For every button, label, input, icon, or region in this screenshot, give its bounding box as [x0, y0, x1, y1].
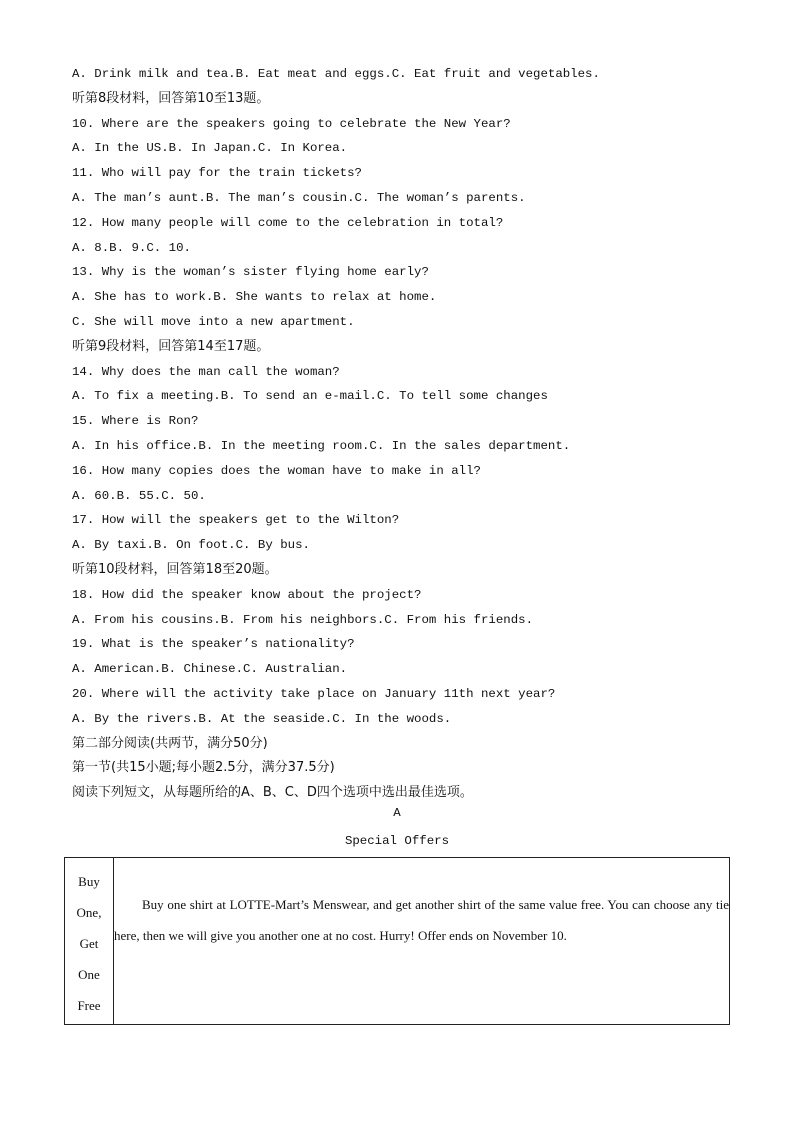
question-line: A. To fix a meeting.B. To send an e-mail.C. To tell some changes — [72, 389, 548, 404]
question-line: 15. Where is Ron? — [72, 414, 199, 429]
passage-title: Special Offers — [344, 834, 450, 848]
question-line: A. 60.B. 55.C. 50. — [72, 488, 206, 503]
question-line: A. 8.B. 9.C. 10. — [72, 240, 191, 255]
section-heading: 第二部分阅读(共两节，满分50分) — [72, 735, 268, 751]
question-line: 20. Where will the activity take place on January 11th next year? — [72, 686, 556, 701]
offer-name-word: Get — [79, 936, 99, 951]
question-line: A. American.B. Chinese.C. Australian. — [72, 662, 348, 677]
question-line: 14. Why does the man call the woman? — [72, 364, 340, 379]
offer-name-word: One — [78, 967, 100, 982]
offer-row — [65, 858, 730, 1025]
question-line: A. By the rivers.B. At the seaside.C. In the woods. — [72, 711, 452, 726]
question-line: A. By taxi.B. On foot.C. By bus. — [72, 538, 310, 553]
question-line: 12. How many people will come to the celebration in total? — [72, 215, 504, 230]
offers-table — [64, 857, 730, 1025]
question-line: 19. What is the speaker’s nationality? — [72, 637, 355, 652]
question-line: C. She will move into a new apartment. — [72, 314, 355, 329]
offer-name-cell — [65, 858, 114, 1025]
question-line: A. The man’s aunt.B. The man’s cousin.C. The woman’s parents. — [72, 190, 526, 205]
section-heading: 阅读下列短文，从每题所给的A、B、C、D四个选项中选出最佳选项。 — [72, 785, 473, 801]
question-line: A. In the US.B. In Japan.C. In Korea. — [72, 141, 348, 156]
question-line: 11. Who will pay for the train tickets? — [72, 166, 362, 181]
question-line: A. From his cousins.B. From his neighbors.C. From his friends. — [72, 612, 534, 627]
section-heading: 听第9段材料，回答第14至17题。 — [72, 338, 270, 354]
passage-label: A — [393, 806, 401, 820]
question-line: 10. Where are the speakers going to celebrate the New Year? — [72, 116, 511, 131]
offer-name-word: One, — [76, 905, 102, 920]
offer-description-cell — [114, 858, 730, 1025]
question-line: A. She has to work.B. She wants to relax at home. — [72, 290, 437, 305]
offer-name-word: Free — [77, 998, 101, 1013]
question-line: A. Drink milk and tea.B. Eat meat and eggs.C. Eat fruit and vegetables. — [72, 67, 600, 81]
question-line: 13. Why is the woman’s sister flying home early? — [72, 265, 429, 280]
question-line: 17. How will the speakers get to the Wilton? — [72, 513, 400, 528]
question-line: 16. How many copies does the woman have to make in all? — [72, 463, 481, 478]
question-lines — [72, 62, 752, 806]
section-heading: 第一节(共15小题;每小题2.5分，满分37.5分) — [72, 760, 335, 776]
question-line: A. In his office.B. In the meeting room.C. In the sales department. — [72, 438, 571, 453]
section-heading: 听第10段材料，回答第18至20题。 — [72, 561, 278, 577]
section-heading: 听第8段材料，回答第10至13题。 — [72, 90, 270, 106]
offer-name-word: Buy — [78, 874, 100, 889]
offer-description: Buy one shirt at LOTTE-Mart’s Menswear, and get another shirt of the same value free. You can choose any tie here, then we will give you another one at no cost. Hurry! Offer ends on November 10. — [114, 897, 729, 943]
question-line: 18. How did the speaker know about the project? — [72, 587, 422, 602]
